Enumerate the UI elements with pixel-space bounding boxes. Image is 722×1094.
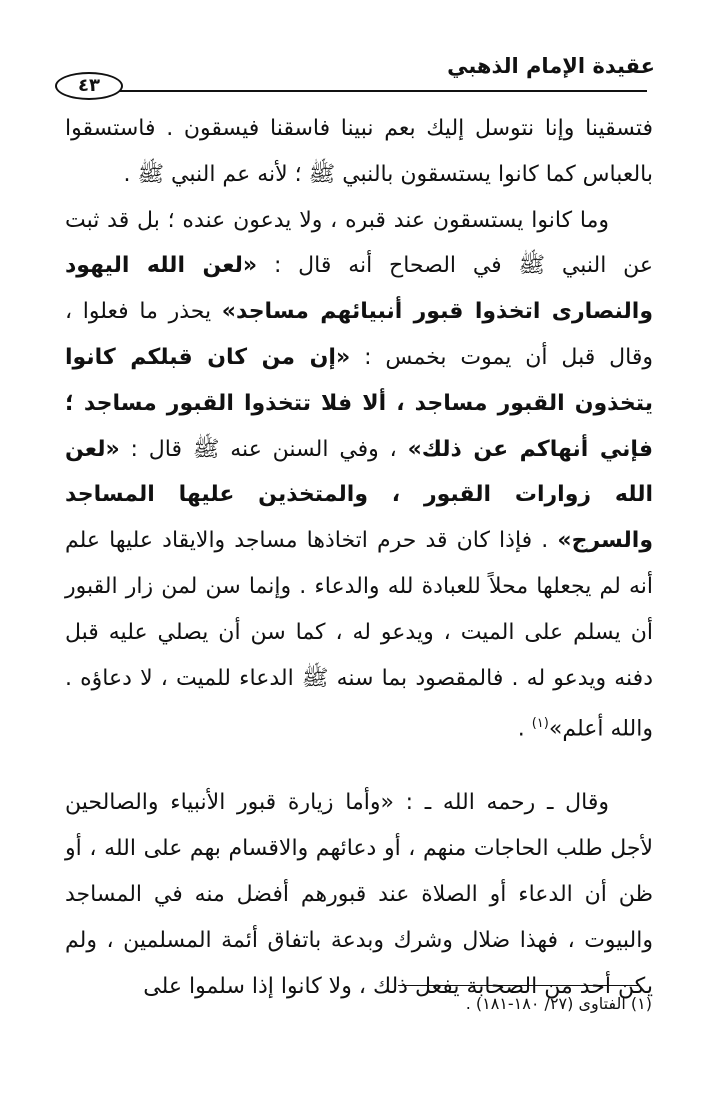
paragraph-2-text-4: . فإذا كان قد حرم اتخاذها مساجد والايقاد عليها علم أنه لم يجعلها محلاً للعبادة لله والدعاء . وإنما سن لمن زار القبور أن يسلم على الميت ، ويدعو له ، كما سن أن يصلي عليه قبل دفنه ويدعو له . فالمقصود بما سنه ﷺ الدعاء للميت ، لا دعاؤه . والله أعلم»: [65, 528, 653, 742]
header-rule: [115, 90, 647, 92]
footnote: (١) الفتاوى (٢٧/ ١٨٠-١٨١) .: [465, 994, 652, 1013]
paragraph-1: [65, 106, 653, 198]
paragraph-1-text: فتسقينا وإنا نتوسل إليك بعم نبينا فاسقنا فيسقون . فاستسقوا بالعباس كما كانوا يستسقون بالنبي ﷺ ؛ لأنه عم النبي ﷺ .: [65, 116, 653, 187]
hadith-quote-1: «لعن الله اليهود والنصارى اتخذوا قبور أنبيائهم مساجد»: [65, 253, 653, 325]
paragraph-gap: [65, 752, 653, 780]
paragraph-2: [65, 198, 653, 753]
page-header: [55, 52, 655, 100]
hadith-quote-3: «لعن الله زوارات القبور ، والمتخذين عليها المساجد والسرج»: [65, 436, 653, 554]
paragraph-2-text-5: .: [517, 716, 532, 742]
book-title: عقيدة الإمام الذهبي: [447, 54, 655, 78]
paragraph-2-text-3: ، وفي السنن عنه ﷺ قال :: [119, 436, 408, 462]
paragraph-2-text-2: يحذر ما فعلوا ، وقال قبل أن يموت بخمس :: [65, 299, 653, 370]
footnote-reference[interactable]: (١): [531, 716, 549, 732]
paragraph-3: [65, 780, 653, 1009]
page-number-badge: ٤٣: [55, 72, 123, 100]
paragraph-2-text-1: وما كانوا يستسقون عند قبره ، ولا يدعون عنده ؛ بل قد ثبت عن النبي ﷺ في الصحاح أنه قال :: [65, 207, 653, 279]
footnote-rule: [398, 985, 638, 986]
paragraph-3-text: وقال ـ رحمه الله ـ : «وأما زيارة قبور الأنبياء والصالحين لأجل طلب الحاجات منهم ، أو دعائهم والاقسام بهم على الله ، أو ظن أن الدعاء أو الصلاة عند قبورهم أفضل منه في المساجد والبيوت ، فهذا ضلال وشرك وبدعة باتفاق أئمة المسلمين ، ولم يكن أحد من الصحابة يفعل ذلك ، ولا كانوا إذا سلموا على: [65, 790, 653, 999]
hadith-quote-2: «إن من كان قبلكم كانوا يتخذون القبور مساجد ، ألا فلا تتخذوا القبور مساجد ؛ فإني أنهاكم عن ذلك»: [65, 344, 654, 462]
body-text: [65, 106, 653, 1009]
